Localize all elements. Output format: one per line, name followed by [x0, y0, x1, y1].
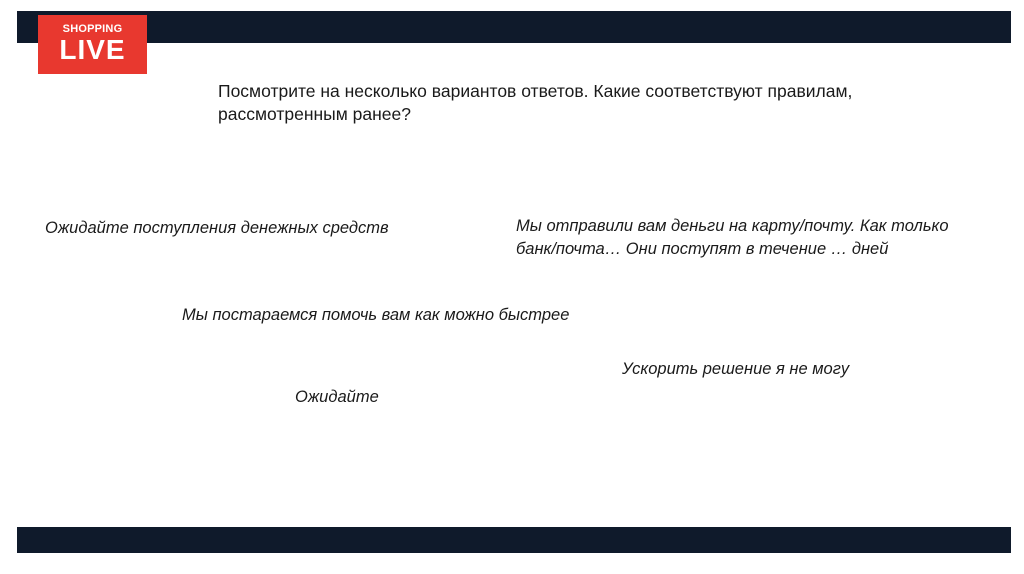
answer-option-1: Ожидайте поступления денежных средств [45, 219, 389, 237]
question-text: Посмотрите на несколько вариантов ответов. Какие соответствуют правилам, рассмотренным ранее? [218, 81, 853, 124]
answer-option-3: Мы постараемся помочь вам как можно быстрее [182, 306, 570, 324]
answer-option-2: Мы отправили вам деньги на карту/почту. Как только банк/почта… Они поступят в течение … дней [516, 217, 949, 258]
shopping-live-logo [38, 15, 147, 74]
answer-option-4: Ускорить решение я не могу [622, 360, 850, 378]
logo-line-shopping: SHOPPING [62, 22, 123, 35]
logo-line-live: LIVE [59, 33, 126, 65]
bottom-bar [17, 527, 1011, 553]
top-bar [17, 11, 1011, 43]
answer-option-5: Ожидайте [295, 388, 379, 406]
